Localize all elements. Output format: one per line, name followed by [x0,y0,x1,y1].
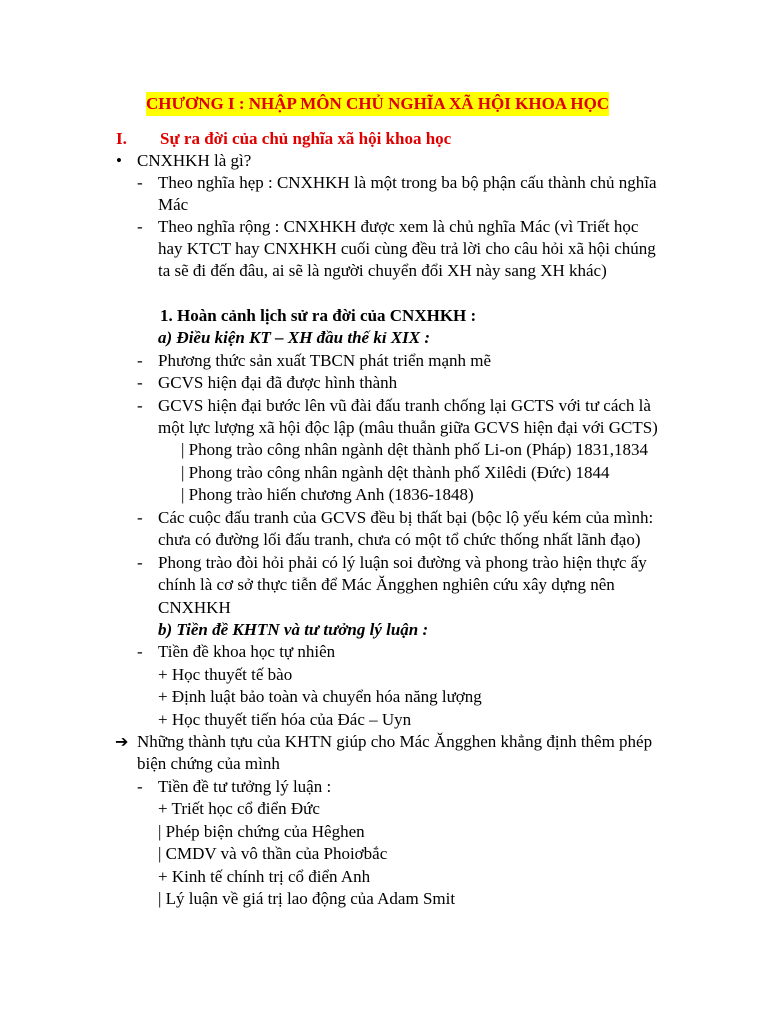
list-item: Các cuộc đấu tranh của GCVS đều bị thất bại (bộc lộ yếu kém của mình: [158,508,654,527]
section-heading: Sự ra đời của chủ nghĩa xã hội khoa học [160,129,452,148]
broad-sense-line: ta sẽ đi đến đâu, ai sẽ là người chuyển đổi XH này sang XH khác) [158,261,607,280]
broad-sense-line: Theo nghĩa rộng : CNXHKH được xem là chủ nghĩa Mác (vì Triết học [158,217,639,236]
list-item: một lực lượng xã hội độc lập (mâu thuẫn giữa GCVS hiện đại với GCTS) [158,418,658,437]
list-item: GCVS hiện đại bước lên vũ đài đấu tranh chống lại GCTS với tư cách là [158,396,651,415]
dash-marker: - [137,396,143,415]
list-item: CNXHKH [158,598,231,617]
dash-marker: - [137,508,143,527]
movement-item: | Phong trào hiến chương Anh (1836-1848) [181,485,474,504]
subheading-a: a) Điều kiện KT – XH đầu thế kỉ XIX : [158,328,431,347]
arrow-icon: ➔ [115,732,129,751]
broad-sense-line: hay KTCT hay CNXHKH cuối cùng đều trả lời cho câu hỏi xã hội chúng [158,239,656,258]
list-item: chính là cơ sở thực tiễn để Mác Ăngghen nghiên cứu xây dựng nên [158,575,615,594]
list-item: + Kinh tế chính trị cổ điển Anh [158,867,371,886]
list-item: chưa có đường lối đấu tranh, chưa có một tổ chức thống nhất lãnh đạo) [158,530,641,549]
narrow-sense-line: Mác [158,195,189,214]
conclusion-line: Những thành tựu của KHTN giúp cho Mác Ăngghen khẳng định thêm phép [137,732,653,751]
list-item: | Lý luận về giá trị lao động của Adam Smit [158,889,456,908]
movement-item: | Phong trào công nhân ngành dệt thành phố Xilêdi (Đức) 1844 [181,463,610,482]
chapter-title: CHƯƠNG I : NHẬP MÔN CHỦ NGHĨA XÃ HỘI KHOA HỌC [146,92,609,116]
list-item: Tiền đề khoa học tự nhiên [158,642,336,661]
list-item: Phong trào đòi hỏi phải có lý luận soi đường và phong trào hiện thực ấy [158,553,647,572]
list-item: + Học thuyết tiến hóa của Đác – Uyn [158,710,412,729]
subsection-heading: 1. Hoàn cảnh lịch sử ra đời của CNXHKH : [160,306,477,325]
list-item: | Phép biện chứng của Hêghen [158,822,365,841]
dash-marker: - [137,217,143,236]
list-item: Tiền đề tư tưởng lý luận : [158,777,332,796]
list-item: + Học thuyết tế bào [158,665,293,684]
list-item: GCVS hiện đại đã được hình thành [158,373,398,392]
dash-marker: - [137,777,143,796]
list-item: + Định luật bảo toàn và chuyển hóa năng lượng [158,687,482,706]
subheading-b: b) Tiền đề KHTN và tư tưởng lý luận : [158,620,429,639]
dash-marker: - [137,351,143,370]
movement-item: | Phong trào công nhân ngành dệt thành phố Li-on (Pháp) 1831,1834 [181,440,649,459]
dash-marker: - [137,373,143,392]
dash-marker: - [137,642,143,661]
conclusion-line: biện chứng của mình [137,754,280,773]
narrow-sense-line: Theo nghĩa hẹp : CNXHKH là một trong ba bộ phận cấu thành chủ nghĩa [158,173,657,192]
intro-question: CNXHKH là gì? [137,151,252,170]
list-item: Phương thức sản xuất TBCN phát triển mạnh mẽ [158,351,492,370]
dash-marker: - [137,553,143,572]
section-numeral: I. [116,129,127,148]
dash-marker: - [137,173,143,192]
list-item: | CMDV và vô thần của Phoiơbắc [158,844,388,863]
bullet-icon: • [116,151,122,170]
list-item: + Triết học cổ điển Đức [158,799,320,818]
